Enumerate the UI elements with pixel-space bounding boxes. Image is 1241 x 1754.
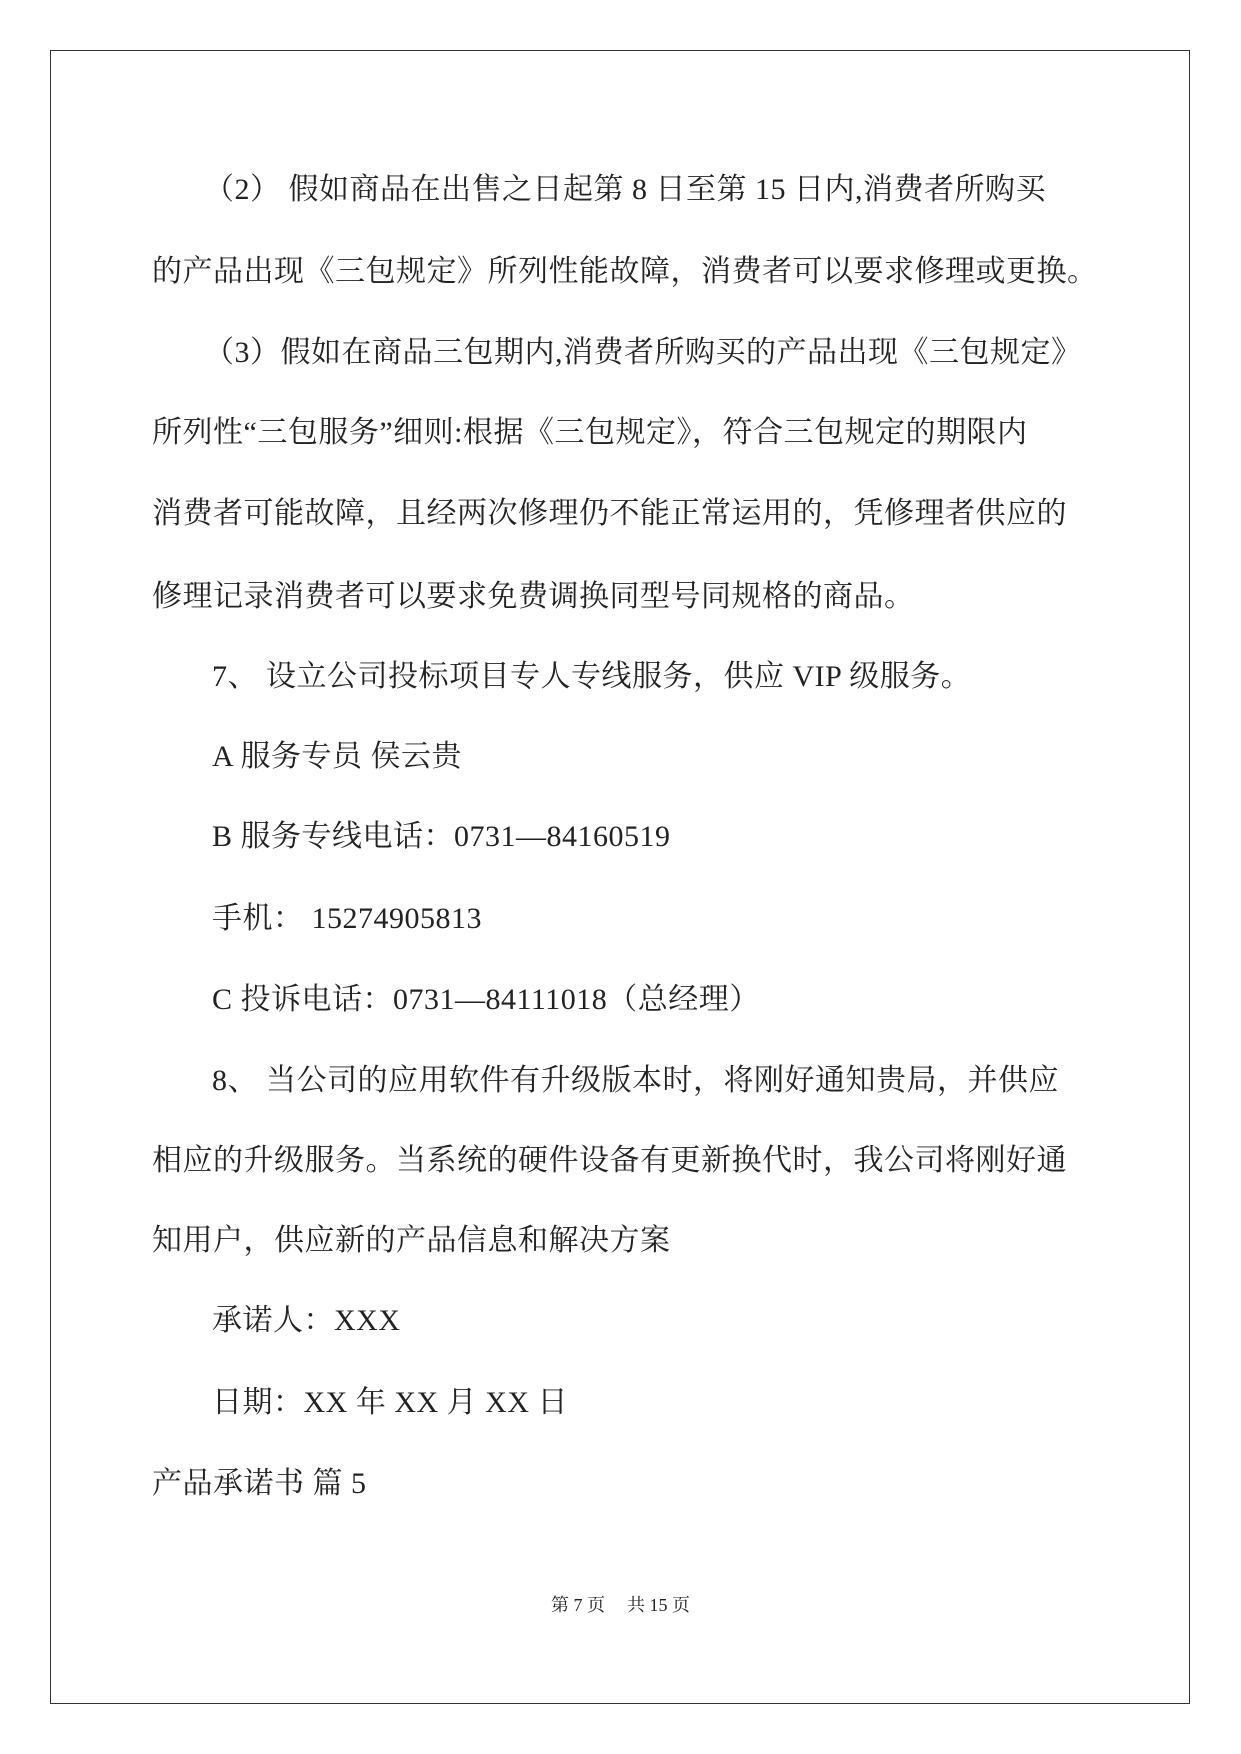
mobile-phone-line: 手机： 15274905813: [212, 902, 482, 935]
service-contact-line: A 服务专员 侯云贵: [212, 740, 463, 773]
promisor-line: 承诺人：XXX: [212, 1304, 401, 1337]
paragraph-line: 的产品出现《三包规定》所列性能故障，消费者可以要求修理或更换。: [152, 255, 1098, 288]
page-total: 共 15 页: [627, 1595, 690, 1615]
paragraph-line: 修理记录消费者可以要求免费调换同型号同规格的商品。: [152, 580, 915, 613]
page-footer: [0, 1594, 1241, 1616]
paragraph-line: 相应的升级服务。当系统的硬件设备有更新换代时，我公司将刚好通: [152, 1144, 1067, 1177]
paragraph-line: 所列性“三包服务”细则:根据《三包规定》，符合三包规定的期限内: [152, 416, 1028, 449]
paragraph-line: 消费者可能故障，且经两次修理仍不能正常运用的，凭修理者供应的: [152, 497, 1067, 530]
paragraph-line: （3）假如在商品三包期内,消费者所购买的产品出现《三包规定》: [204, 336, 1082, 369]
complaint-phone-line: C 投诉电话：0731—84111018（总经理）: [212, 983, 760, 1016]
date-line: 日期：XX 年 XX 月 XX 日: [212, 1386, 568, 1419]
section-heading: 产品承诺书 篇 5: [152, 1467, 367, 1500]
paragraph-line: 知用户，供应新的产品信息和解决方案: [152, 1224, 671, 1257]
page-number: 第 7 页: [551, 1595, 605, 1615]
list-item-7: 7、 设立公司投标项目专人专线服务，供应 VIP 级服务。: [212, 660, 972, 693]
paragraph-line: （2） 假如商品在出售之日起第 8 日至第 15 日内,消费者所购买: [204, 173, 1046, 206]
list-item-8: 8、 当公司的应用软件有升级版本时，将刚好通知贵局，并供应: [212, 1064, 1059, 1097]
service-phone-line: B 服务专线电话：0731—84160519: [212, 820, 671, 853]
page-border: [50, 50, 1190, 1704]
